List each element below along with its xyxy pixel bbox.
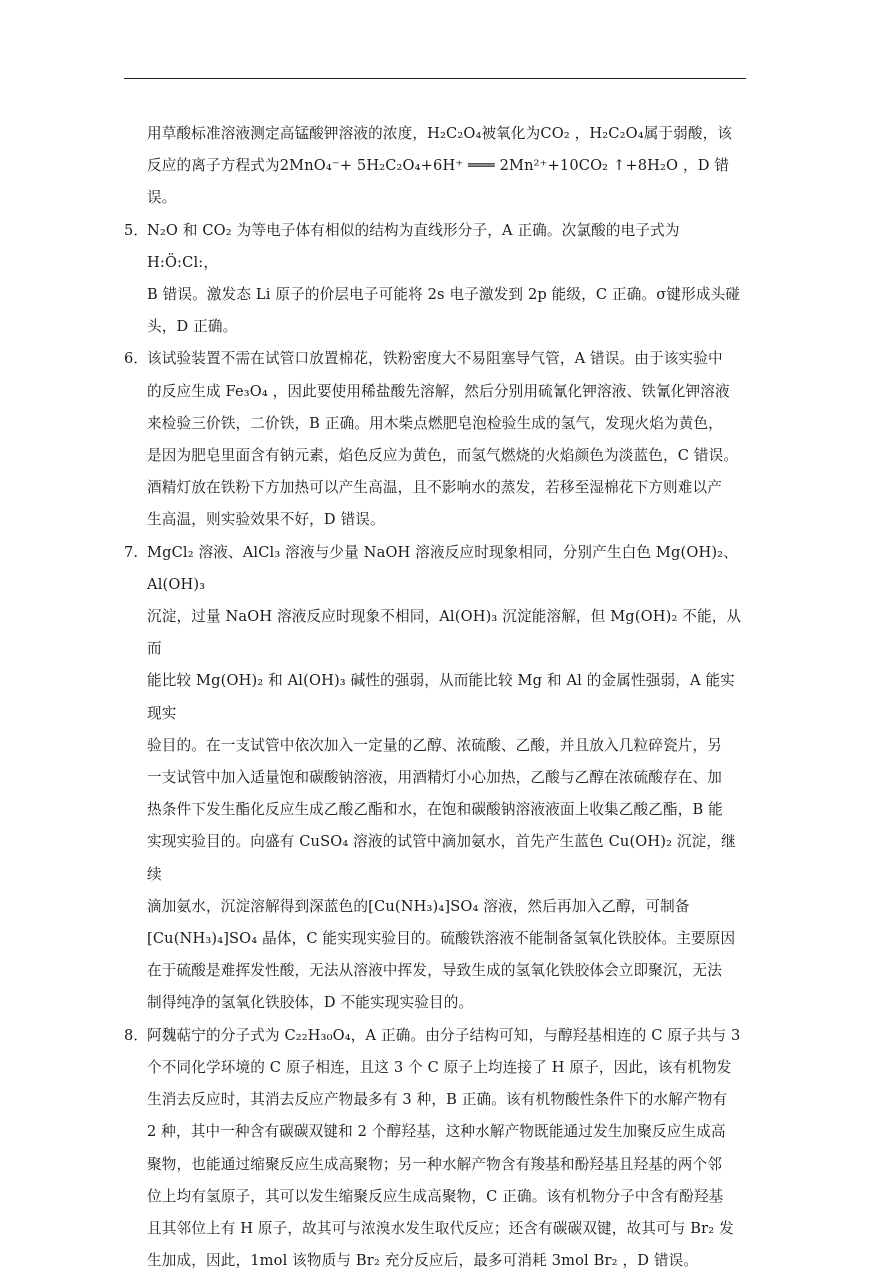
text-line: 制得纯净的氢氧化铁胶体，D 不能实现实验目的。 xyxy=(147,994,474,1012)
text-line: 2 种，其中一种含有碳碳双键和 2 个醇羟基，这种水解产物既能通过发生加聚反应生成高 xyxy=(147,1123,726,1141)
text-line: 位上均有氢原子，其可以发生缩聚反应生成高聚物，C 正确。该有机物分子中含有酚羟基 xyxy=(147,1187,724,1205)
text-line: [Cu(NH₃)₄]SO₄ 晶体，C 能实现实验目的。硫酸铁溶液不能制备氢氧化铁胶体。主要原因 xyxy=(147,930,736,948)
text-line: 用草酸标准溶液测定高锰酸钾溶液的浓度，H₂C₂O₄被氧化为CO₂ ，H₂C₂O₄属于弱酸，该 xyxy=(147,125,733,142)
item-4-continuation xyxy=(124,118,749,215)
text-line: 酒精灯放在铁粉下方加热可以产生高温，且不影响水的蒸发，若移至湿棉花下方则难以产 xyxy=(147,479,723,497)
text-line: 沉淀，过量 NaOH 溶液反应时现象不相同，Al(OH)₃ 沉淀能溶解，但 Mg(OH)₂ 不能，从而 xyxy=(147,608,742,658)
text-line: 头，D 正确。 xyxy=(147,318,238,336)
item-7 xyxy=(124,537,749,1020)
header-rule xyxy=(124,78,746,79)
text-line: 个不同化学环境的 C 原子相连，且这 3 个 C 原子上均连接了 H 原子，因此，该有机物发 xyxy=(147,1058,732,1076)
text-line: MgCl₂ 溶液、AlCl₃ 溶液与少量 NaOH 溶液反应时现象相同，分别产生白色 Mg(OH)₂、Al(OH)₃ xyxy=(147,543,738,593)
text-line: 且其邻位上有 H 原子，故其可与浓溴水发生取代反应；还含有碳碳双键，故其可与 Br₂ 发 xyxy=(147,1219,734,1237)
text-line: 来检验三价铁，二价铁，B 正确。用木柴点燃肥皂泡检验生成的氢气，发现火焰为黄色， xyxy=(147,414,723,432)
text-line: B 错误。激发态 Li 原子的价层电子可能将 2s 电子激发到 2p 能级，C 正确。σ键形成头碰 xyxy=(147,286,741,304)
text-line: N₂O 和 CO₂ 为等电子体有相似的结构为直线形分子，A 正确。次氯酸的电子式为H:Ö:Cl:， xyxy=(147,221,680,271)
answer-explanations xyxy=(124,118,749,1277)
text-line: 热条件下发生酯化反应生成乙酸乙酯和水，在饱和碳酸钠溶液液面上收集乙酸乙酯，B 能 xyxy=(147,801,723,819)
text-line: 滴加氨水，沉淀溶解得到深蓝色的[Cu(NH₃)₄]SO₄ 溶液，然后再加入乙醇，可制备 xyxy=(147,897,690,915)
text-line: 验目的。在一支试管中依次加入一定量的乙醇、浓硫酸、乙酸，并且放入几粒碎瓷片，另 xyxy=(147,736,723,754)
text-line: 一支试管中加入适量饱和碳酸钠溶液，用酒精灯小心加热，乙酸与乙醇在浓硫酸存在、加 xyxy=(147,769,723,787)
item-8 xyxy=(124,1020,749,1277)
text-line: 生加成，因此，1mol 该物质与 Br₂ 充分反应后，最多可消耗 3mol Br₂ ，D 错误。 xyxy=(147,1252,699,1270)
text-line: 生消去反应时，其消去反应产物最多有 3 种，B 正确。该有机物酸性条件下的水解产物有 xyxy=(147,1091,728,1109)
text-line: 聚物，也能通过缩聚反应生成高聚物；另一种水解产物含有羧基和酚羟基且羟基的两个邻 xyxy=(147,1155,723,1173)
item-number: 5． xyxy=(124,221,149,239)
text-line: 该试验装置不需在试管口放置棉花，铁粉密度大不易阻塞导气管，A 错误。由于该实验中 xyxy=(147,350,723,368)
item-5 xyxy=(124,215,749,344)
text-line: 的反应生成 Fe₃O₄ ，因此要使用稀盐酸先溶解，然后分别用硫氰化钾溶液、铁氰化钾溶液 xyxy=(147,382,730,400)
text-line: 能比较 Mg(OH)₂ 和 Al(OH)₃ 碱性的强弱，从而能比较 Mg 和 Al 的金属性强弱，A 能实现实 xyxy=(147,672,735,722)
text-line: 生高温，则实验效果不好，D 错误。 xyxy=(147,511,385,529)
item-number: 7. xyxy=(124,543,139,561)
item-number: 8． xyxy=(124,1026,149,1044)
item-6 xyxy=(124,343,749,536)
text-line: 反应的离子方程式为2MnO₄⁻+ 5H₂C₂O₄+6H⁺ ═══ 2Mn²⁺+10CO₂ ↑+8H₂O ，D 错误。 xyxy=(147,157,730,207)
text-line: 实现实验目的。向盛有 CuSO₄ 溶液的试管中滴加氨水，首先产生蓝色 Cu(OH)₂ 沉淀，继续 xyxy=(147,833,736,883)
text-line: 是因为肥皂里面含有钠元素，焰色反应为黄色，而氢气燃烧的火焰颜色为淡蓝色，C 错误。 xyxy=(147,447,739,465)
text-line: 在于硫酸是难挥发性酸，无法从溶液中挥发，导致生成的氢氧化铁胶体会立即聚沉，无法 xyxy=(147,962,723,980)
text-line: 阿魏萜宁的分子式为 C₂₂H₃₀O₄，A 正确。由分子结构可知，与醇羟基相连的 C 原子共与 3 xyxy=(147,1026,741,1044)
item-number: 6． xyxy=(124,350,149,368)
